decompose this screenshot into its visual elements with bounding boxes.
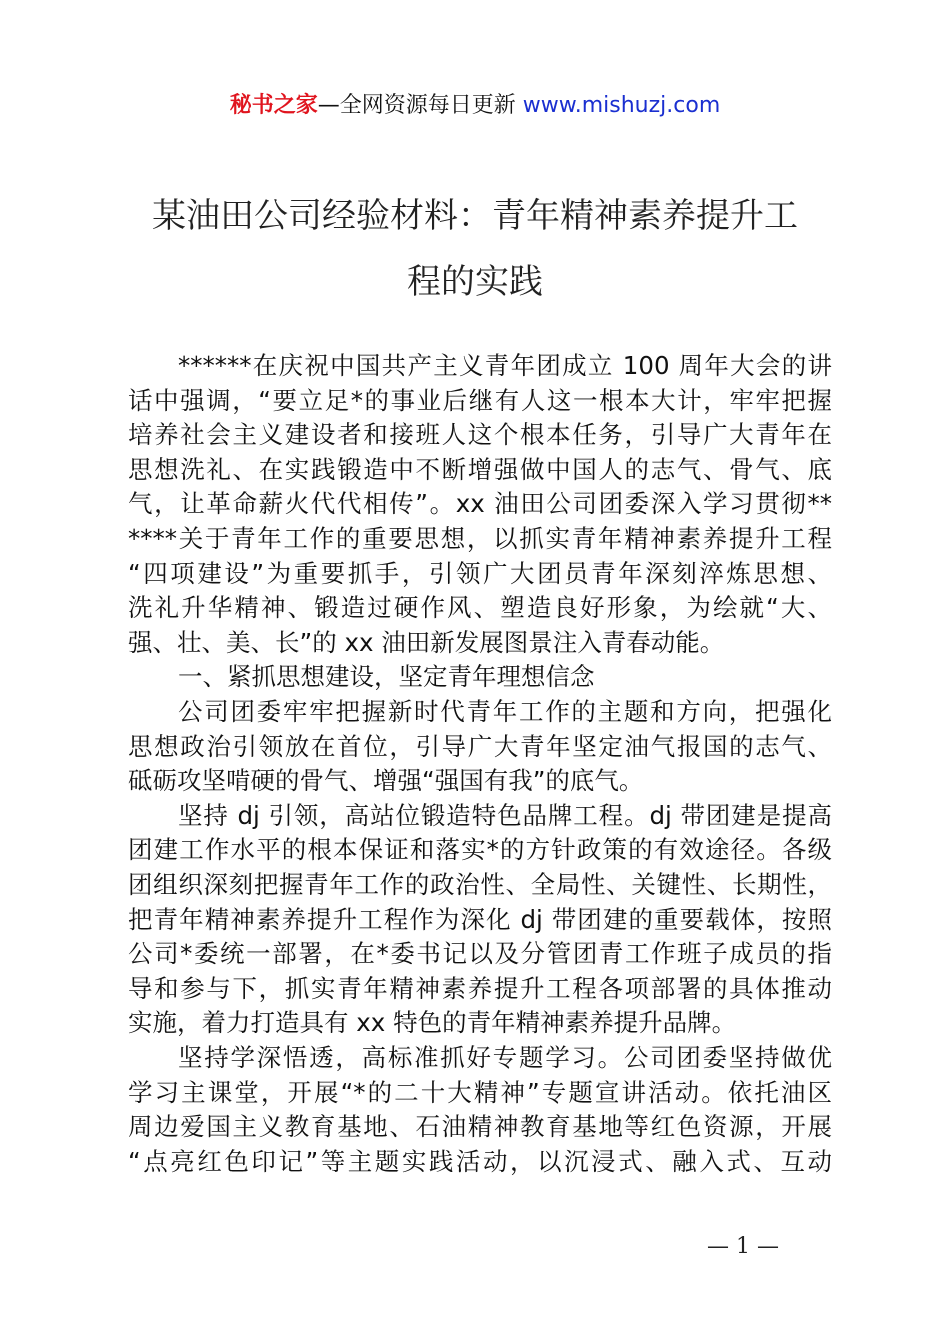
body-text-line: ****关于青年工作的重要思想，以抓实青年精神素养提升工程	[128, 524, 832, 553]
body-text-line: 导和参与下，抓实青年精神素养提升工程各项部署的具体推动	[128, 973, 832, 1003]
tagline: —全网资源每日更新	[317, 93, 523, 118]
body-text-line: “四项建设”为重要抓手，引领广大团员青年深刻淬炼思想、	[128, 558, 832, 588]
body-text-line: 团组织深刻把握青年工作的政治性、全局性、关键性、长期性，	[128, 870, 832, 899]
body-text-line: 坚持 dj 引领，高站位锻造特色品牌工程。dj 带团建是提高	[178, 800, 832, 830]
body-text-line: 砥砺攻坚啃硬的骨气、增强“强国有我”的底气。	[128, 766, 644, 796]
body-text-line: 把青年精神素养提升工程作为深化 dj 带团建的重要载体，按照	[128, 904, 832, 934]
brand-name: 秘书之家	[229, 93, 318, 118]
body-text-line: 思想洗礼、在实践锻造中不断增强做中国人的志气、骨气、底	[128, 454, 832, 484]
body-text-line: 洗礼升华精神、锻造过硬作风、塑造良好形象，为绘就“大、	[128, 593, 832, 623]
site-header	[0, 88, 950, 119]
document-title-line-1: 某油田公司经验材料：青年精神素养提升工	[152, 196, 798, 236]
body-text-line: ******在庆祝中国共产主义青年团成立 100 周年大会的讲	[178, 351, 832, 380]
body-text-line: 一、紧抓思想建设，坚定青年理想信念	[178, 662, 595, 692]
body-text-line: “点亮红色印记”等主题实践活动，以沉浸式、融入式、互动	[128, 1146, 832, 1176]
body-text-line: 周边爱国主义教育基地、石油精神教育基地等红色资源，开展	[128, 1112, 832, 1142]
body-text-line: 气，让革命薪火代代相传”。xx 油田公司团委深入学习贯彻**	[128, 489, 832, 519]
body-text-line: 话中强调，“要立足*的事业后继有人这一根本大计，牢牢把握	[128, 385, 832, 415]
body-text-line: 培养社会主义建设者和接班人这个根本任务，引导广大青年在	[128, 420, 832, 450]
body-text-line: 团建工作水平的根本保证和落实*的方针政策的有效途径。各级	[128, 835, 832, 865]
site-url-link[interactable]: www.mishuzj.com	[522, 93, 721, 118]
document-title-line-2: 程的实践	[407, 262, 543, 302]
body-text-line: 公司*委统一部署，在*委书记以及分管团青工作班子成员的指	[128, 939, 832, 969]
body-text-line: 坚持学深悟透，高标准抓好专题学习。公司团委坚持做优	[178, 1043, 832, 1072]
body-text-line: 学习主课堂，开展“*的二十大精神”专题宣讲活动。依托油区	[128, 1077, 832, 1107]
body-text-line: 实施，着力打造具有 xx 特色的青年精神素养提升品牌。	[128, 1008, 737, 1038]
body-text-line: 强、壮、美、长”的 xx 油田新发展图景注入青春动能。	[128, 627, 725, 657]
page-number: — 1 —	[707, 1234, 779, 1259]
body-text-line: 公司团委牢牢把握新时代青年工作的主题和方向，把强化	[178, 697, 832, 726]
body-text-line: 思想政治引领放在首位，引导广大青年坚定油气报国的志气、	[128, 731, 832, 761]
